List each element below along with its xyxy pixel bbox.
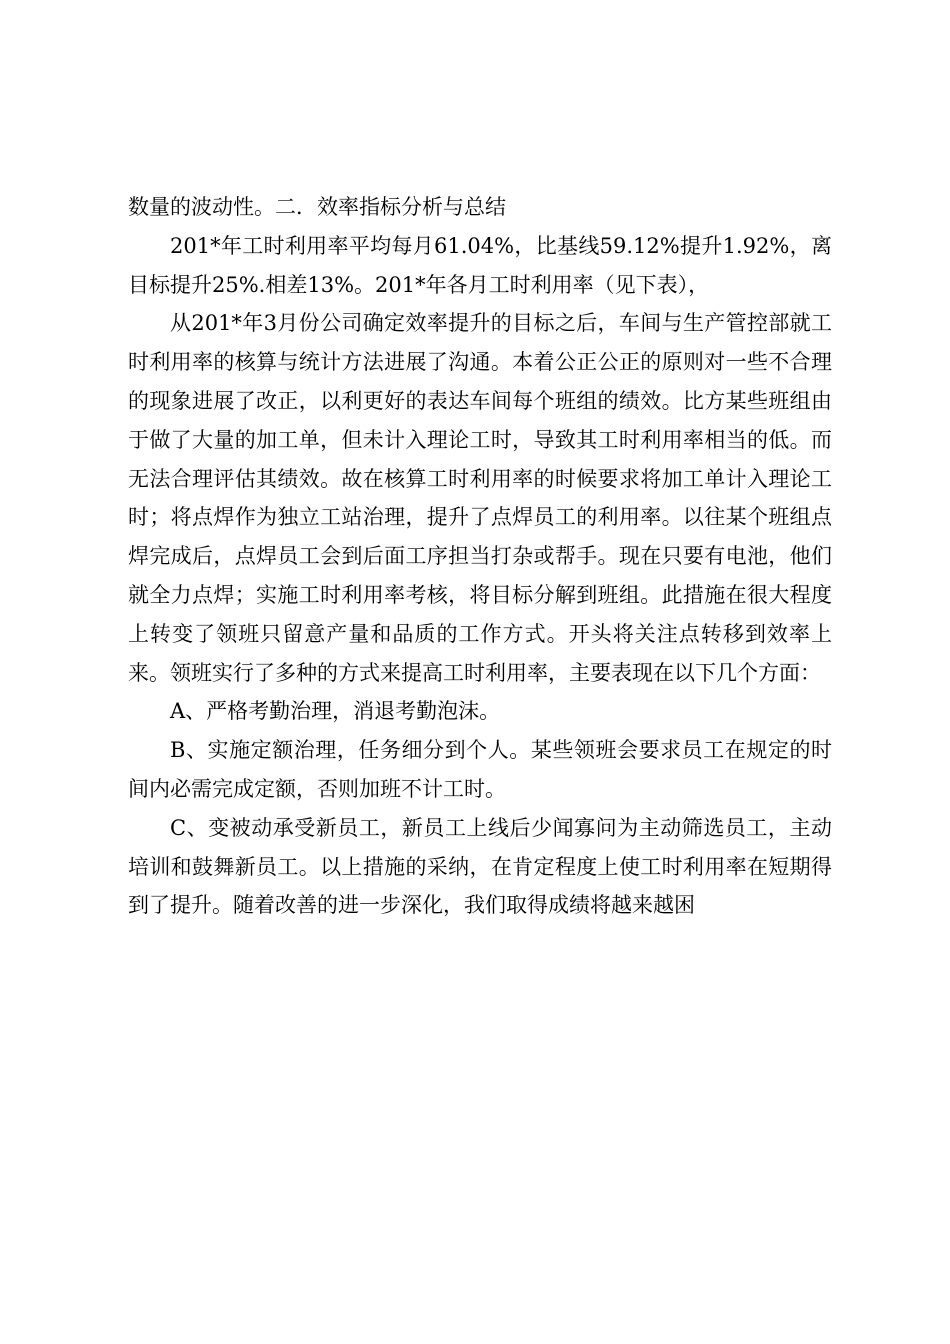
paragraph-5: B、实施定额治理，任务细分到个人。某些领班会要求员工在规定的时间内必需完成定额，否则加班不计工时。 [128, 738, 832, 801]
paragraph-2: 201*年工时利用率平均每月61.04%，比基线59.12%提升1.92%，离目标提升25%.相差13%。201*年各月工时利用率（见下表）， [128, 233, 832, 297]
paragraph-6: C、变被动承受新员工，新员工上线后少闻寡问为主动筛选员工，主动培训和鼓舞新员工。以上措施的采纳，在肯定程度上使工时利用率在短期得到了提升。随着改善的进一步深化，我们取得成绩将越来越困 [128, 815, 832, 918]
paragraph-3: 从201*年3月份公司确定效率提升的目标之后，车间与生产管控部就工时利用率的核算与统计方法进展了沟通。本着公正公正的原则对一些不合理的现象进展了改正，以利更好的表达车间每个班组的绩效。比方某些班组由于做了大量的加工单，但未计入理论工时，导致其工时利用率相当的低。而无法合理评估其绩效。故在核算工时利用率的时候要求将加工单计入理论工时；将点焊作为独立工站治理，提升了点焊员工的利用率。以往某个班组点焊完成后，点焊员工会到后面工序担当打杂或帮手。现在只要有电池，他们就全力点焊；实施工时利用率考核，将目标分解到班组。此措施在很大程度上转变了领班只留意产量和品质的工作方式。开头将关注点转移到效率上来。领班实行了多种的方式来提高工时利用率，主要表现在以下几个方面： [128, 311, 832, 685]
paragraph-1: 数量的波动性。二．效率指标分析与总结 [128, 195, 506, 219]
paragraph-4: A、严格考勤治理，消退考勤泡沫。 [170, 699, 501, 724]
document-body [128, 188, 832, 925]
